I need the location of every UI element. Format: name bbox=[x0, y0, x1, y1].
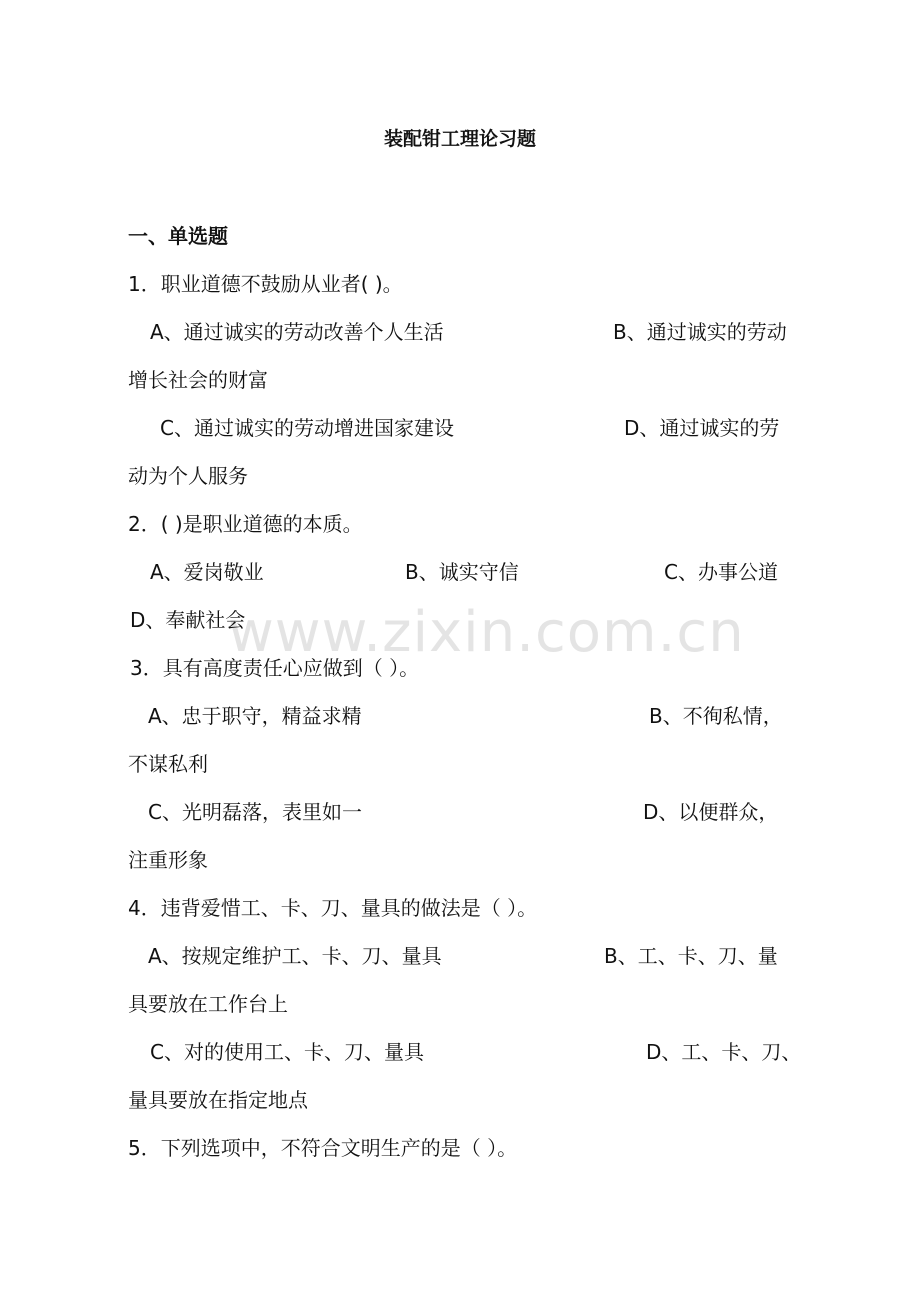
question-4-option-d-continued: 量具要放在指定地点 bbox=[128, 1088, 308, 1112]
question-2-option-c: C、办事公道 bbox=[664, 560, 778, 584]
question-2-option-d: D、奉献社会 bbox=[130, 608, 246, 632]
question-1-option-a: A、通过诚实的劳动改善个人生活 bbox=[150, 320, 444, 344]
question-1-option-c: C、通过诚实的劳动增进国家建设 bbox=[160, 416, 454, 440]
question-4-option-a: A、按规定维护工、卡、刀、量具 bbox=[148, 944, 442, 968]
question-1-option-b-continued: 增长社会的财富 bbox=[128, 368, 268, 392]
question-4-stem: 4．违背爱惜工、卡、刀、量具的做法是（ ）。 bbox=[128, 896, 538, 920]
question-4-option-d: D、工、卡、刀、 bbox=[646, 1040, 802, 1064]
question-1-stem: 1．职业道德不鼓励从业者( )。 bbox=[128, 272, 403, 296]
question-3-option-d: D、以便群众， bbox=[643, 800, 779, 824]
question-5-stem: 5．下列选项中，不符合文明生产的是（ ）。 bbox=[128, 1136, 518, 1160]
question-1-option-b: B、通过诚实的劳动 bbox=[613, 320, 787, 344]
question-2-stem: 2．( )是职业道德的本质。 bbox=[128, 512, 363, 536]
question-3-option-b: B、不徇私情， bbox=[649, 704, 783, 728]
question-1-option-d-continued: 动为个人服务 bbox=[128, 464, 248, 488]
question-2-option-a: A、爱岗敬业 bbox=[150, 560, 264, 584]
question-2-option-b: B、诚实守信 bbox=[405, 560, 519, 584]
section-heading: 一、单选题 bbox=[128, 224, 228, 248]
question-4-option-b: B、工、卡、刀、量 bbox=[604, 944, 778, 968]
page-title: 装配钳工理论习题 bbox=[383, 128, 536, 150]
question-3-stem: 3．具有高度责任心应做到（ ）。 bbox=[130, 656, 420, 680]
question-4-option-c: C、对的使用工、卡、刀、量具 bbox=[150, 1040, 424, 1064]
question-3-option-b-continued: 不谋私利 bbox=[128, 752, 208, 776]
question-4-option-b-continued: 具要放在工作台上 bbox=[128, 992, 288, 1016]
question-3-option-a: A、忠于职守，精益求精 bbox=[148, 704, 362, 728]
question-3-option-c: C、光明磊落，表里如一 bbox=[148, 800, 362, 824]
watermark: www.zixin.com.cn bbox=[228, 600, 745, 665]
question-3-option-d-continued: 注重形象 bbox=[128, 848, 208, 872]
question-1-option-d: D、通过诚实的劳 bbox=[624, 416, 780, 440]
